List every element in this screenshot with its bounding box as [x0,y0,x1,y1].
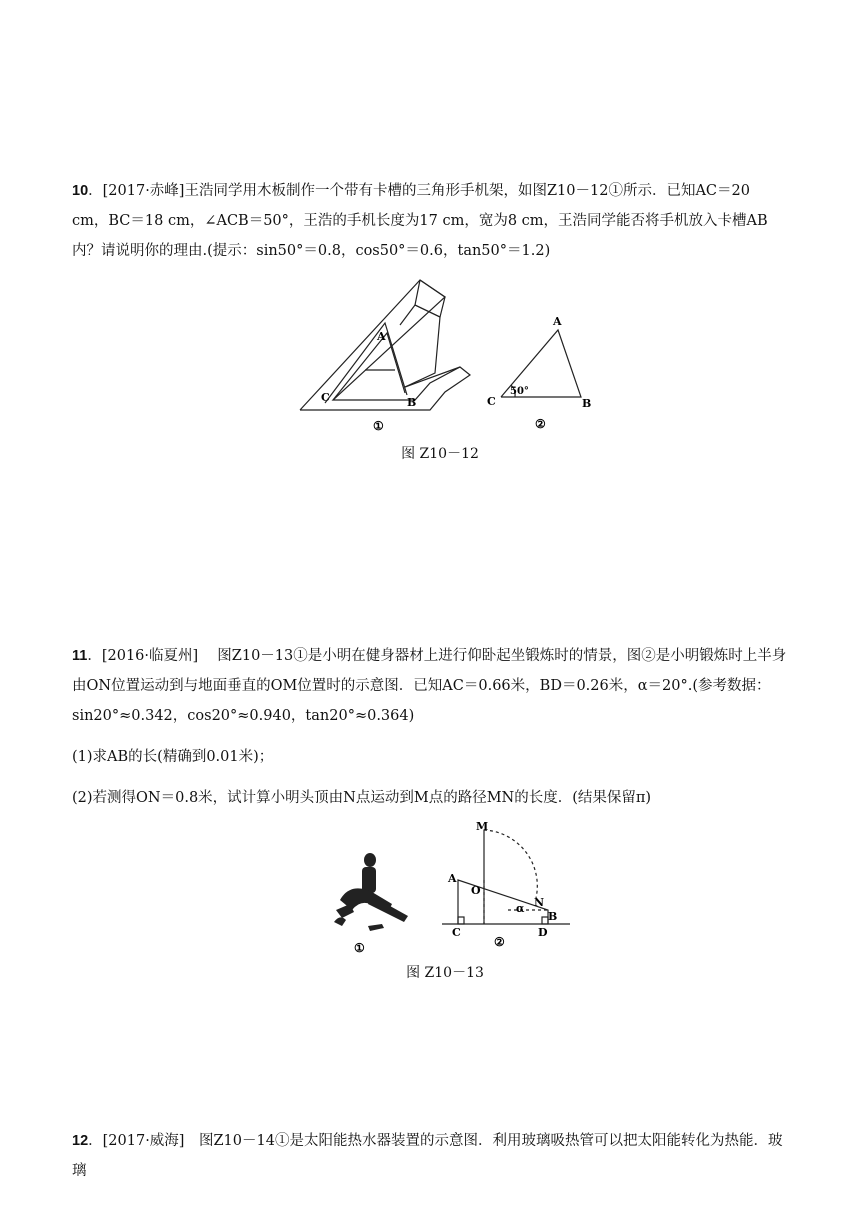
figure-caption: 图 Z10－12 [401,446,479,462]
figure-number: ① [373,419,384,433]
question-11-part-1: (1)求AB的长(精确到0.01米)； [72,749,274,765]
point-b-label: B [548,910,558,923]
figure-z10-13-2 [440,820,575,950]
question-11-part-2: (2)若测得ON＝0.8米，试计算小明头顶由N点运动到M点的路径MN的长度．(结果保留π) [72,790,652,806]
point-c-label: C [321,391,330,404]
point-d-label: D [538,926,548,939]
question-text: ．[2017·赤峰]王浩同学用木板制作一个带有卡槽的三角形手机架，如图Z10－12①所示．已知AC＝20 cm，BC＝18 cm，∠ACB＝50°，王浩的手机长度为17 cm，宽为8 cm，王浩同学能否将手机放入卡槽AB内？请说明你的理由.(提示：sin50°＝0.8，cos50°＝0.6，tan50°＝1.2) [72,183,768,259]
angle-label: 50° [510,386,529,397]
question-11 [72,641,788,731]
point-n-label: N [534,896,545,909]
question-10 [72,176,788,266]
question-number: 11 [72,648,88,664]
question-number: 10 [72,183,89,199]
point-a-label: A [377,330,386,343]
point-b-label: B [407,396,417,409]
question-12 [72,1126,788,1186]
figure-caption: 图 Z10－13 [406,965,484,981]
question-text: ．[2017·威海] 图Z10－14①是太阳能热水器装置的示意图．利用玻璃吸热管可以把太阳能转化为热能．玻璃 [72,1133,783,1179]
figure-z10-13-1 [328,850,418,955]
figure-z10-12-1 [295,275,495,435]
point-o-label: O [471,884,481,897]
figure-number: ② [535,417,546,431]
question-text: ．[2016·临夏州] 图Z10－13①是小明在健身器材上进行仰卧起坐锻炼时的情景，图②是小明锻炼时上半身由ON位置运动到与地面垂直的OM位置时的示意图．已知AC＝0.66米，BD＝0.26米，α＝20°.(参考数据：sin20°≈0.342，cos20°≈0.940，tan20°≈0.364) [72,648,787,724]
point-a-label: A [553,315,562,328]
figure-z10-12-2 [483,315,593,435]
point-a-label: A [448,872,457,885]
point-m-label: M [476,820,489,833]
question-number: 12 [72,1133,89,1149]
figure-number: ① [354,941,365,955]
point-b-label: B [582,397,592,410]
point-c-label: C [487,395,496,408]
point-c-label: C [452,926,461,939]
angle-alpha-label: α [516,902,525,915]
figure-number: ② [494,935,505,949]
